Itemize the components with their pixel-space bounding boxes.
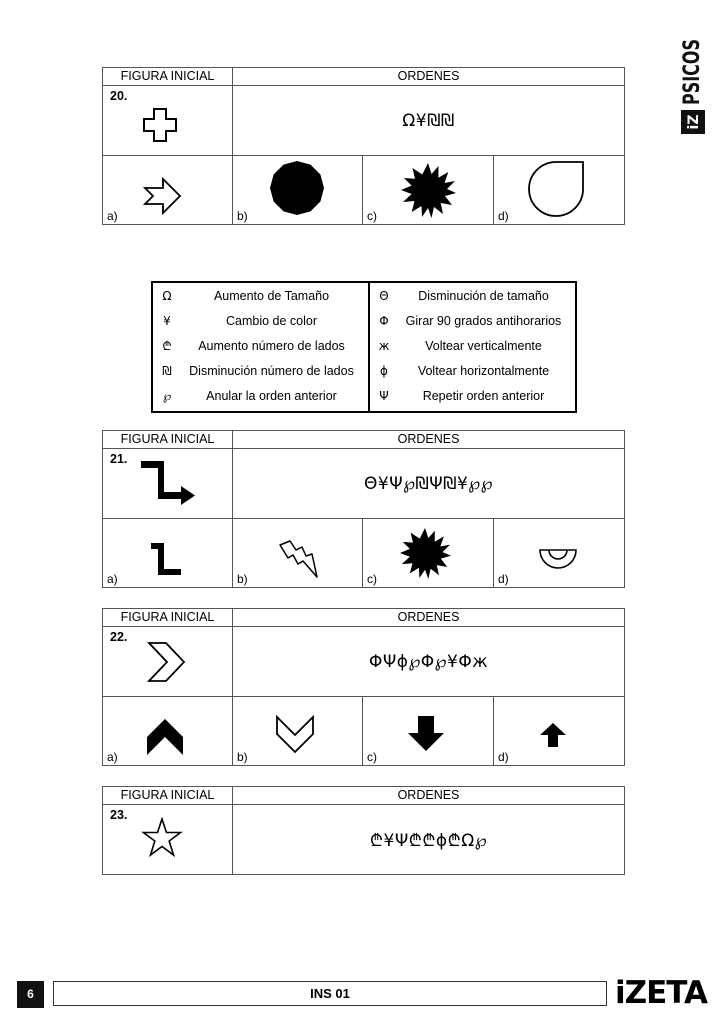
half-ring-outline-icon [538,547,578,571]
option-label: b) [237,750,248,764]
legend-symbol: ж [378,339,390,353]
legend-text: Anular la orden anterior [206,389,337,403]
svg-text:iZ: iZ [686,114,702,130]
legend-text: Voltear horizontalmente [417,364,550,378]
option-label: b) [237,572,248,586]
chevron-up-icon [145,717,185,757]
legend-text: Aumento de Tamaño [213,289,330,303]
legend-symbol: ϕ [380,364,388,378]
izeta-logo: iZETA [615,975,708,1011]
legend-row [153,384,368,409]
lightning-icon [278,539,320,579]
legend-text: Voltear verticalmente [425,339,542,353]
cross-outline-icon [141,106,181,146]
header-orders: ORDENES [233,787,625,805]
arrow-right-outline-icon [143,176,183,216]
legend-text: Aumento número de lados [198,339,345,353]
option-b[interactable] [233,156,363,225]
question-21-table [102,430,625,588]
legend-text: Girar 90 grados antihorarios [405,314,562,328]
legend-symbol: Θ [379,289,389,303]
header-orders: ORDENES [233,68,625,86]
orders-sequence: Θ¥Ψ℘₪Ψ₪¥℘℘ [233,449,625,519]
option-d[interactable] [494,697,625,766]
question-number: 22. [110,630,128,644]
orders-sequence: Ω¥₪₪ [233,86,625,156]
legend-row [153,334,368,359]
star-outline-icon [141,817,183,859]
legend-symbol: ℘ [162,389,172,403]
option-label: c) [367,209,377,223]
option-label: d) [498,209,509,223]
option-c[interactable] [363,697,494,766]
legend-row [370,284,575,309]
chevron-down-outline-icon [275,715,315,755]
header-initial-figure: FIGURA INICIAL [103,609,233,627]
legend-symbol: ₪ [162,364,172,378]
legend-text: Repetir orden anterior [422,389,545,403]
legend-text: Cambio de color [225,314,317,328]
legend-row [370,309,575,334]
header-initial-figure: FIGURA INICIAL [103,787,233,805]
legend-row [370,334,575,359]
question-number: 21. [110,452,128,466]
teardrop-outline-icon [528,160,586,218]
option-b[interactable] [233,697,363,766]
orders-sequence: ΦΨϕ℘Φ℘¥Φж [233,627,625,697]
page-number: 6 [17,981,44,1008]
option-c[interactable] [363,519,494,588]
legend-symbol: ₾ [162,339,172,353]
question-22-table [102,608,625,766]
legend-symbol: Ψ [379,389,389,403]
option-d[interactable] [494,519,625,588]
initial-figure-cell [103,805,233,875]
option-label: a) [107,750,118,764]
legend-right-column [370,283,575,411]
legend-row [153,284,368,309]
header-initial-figure: FIGURA INICIAL [103,68,233,86]
legend-left-column [153,283,370,411]
chevron-right-outline-icon [147,641,187,683]
question-23-table [102,786,625,875]
starburst-icon [400,162,456,218]
option-label: c) [367,572,377,586]
option-b[interactable] [233,519,363,588]
header-orders: ORDENES [233,609,625,627]
option-label: d) [498,750,509,764]
header-orders: ORDENES [233,431,625,449]
question-20-table [102,67,625,225]
header-initial-figure: FIGURA INICIAL [103,431,233,449]
legend-symbol: ¥ [163,314,171,328]
z-arrow-icon [139,459,199,505]
option-a[interactable] [103,156,233,225]
legend-row [370,384,575,409]
psicos-logo [671,39,717,135]
initial-figure-cell [103,449,233,519]
option-c[interactable] [363,156,494,225]
arrow-up-icon [540,722,568,750]
legend-text: Disminución de tamaño [418,289,549,303]
option-label: a) [107,572,118,586]
starburst-icon [399,527,451,579]
option-label: d) [498,572,509,586]
legend-row [370,359,575,384]
option-a[interactable] [103,519,233,588]
legend-symbol: Φ [379,314,389,328]
document-code: INS 01 [53,981,607,1006]
initial-figure-cell [103,627,233,697]
orders-legend [151,281,577,413]
option-d[interactable] [494,156,625,225]
dodecagon-icon [269,160,325,216]
z-shape-icon [149,541,183,577]
legend-symbol: Ω [162,289,172,303]
question-number: 23. [110,808,128,822]
initial-figure-cell [103,86,233,156]
option-label: b) [237,209,248,223]
legend-row [153,359,368,384]
option-label: a) [107,209,118,223]
arrow-down-icon [406,714,446,754]
question-number: 20. [110,89,128,103]
option-label: c) [367,750,377,764]
legend-text: Disminución número de lados [189,364,354,378]
orders-sequence: ₾¥Ψ₾₾ϕ₾Ω℘ [233,805,625,875]
legend-row [153,309,368,334]
svg-text:PSICOS: PSICOS [680,39,705,105]
option-a[interactable] [103,697,233,766]
